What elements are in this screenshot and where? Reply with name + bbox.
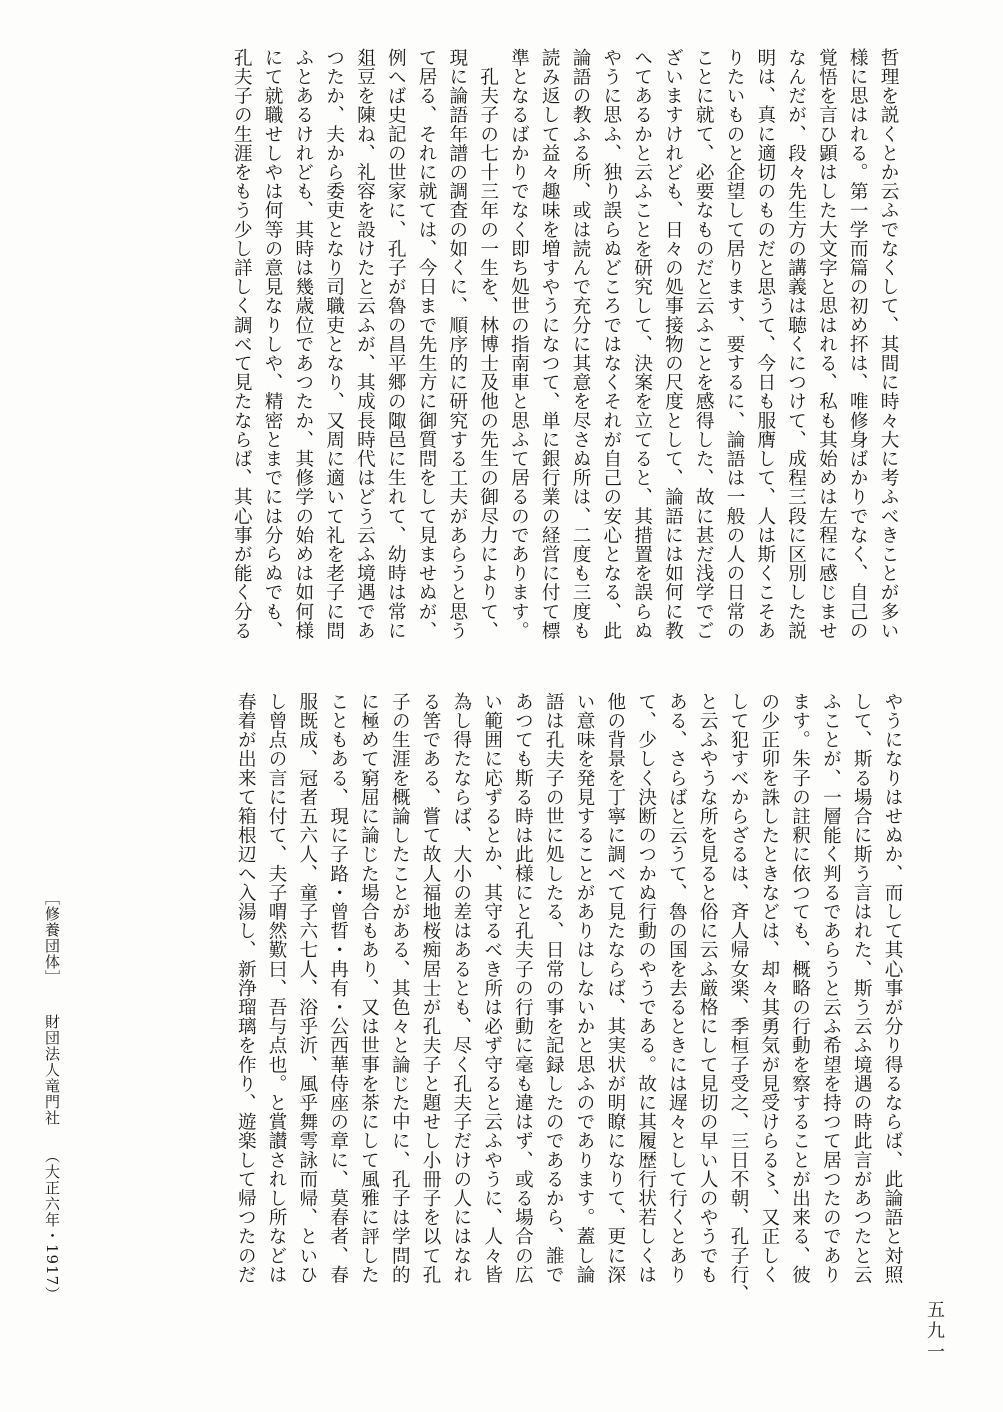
text-line: 様に思はれる。第一学而篇の初め抔は、唯修身ばかりでなく、自己の — [847, 48, 869, 641]
text-line: ことに就て、必要なものだと云ふことを感得した、故に甚だ浅学でご — [693, 48, 715, 641]
footer-category: ［修養団体］ — [43, 890, 61, 986]
text-line: と云ふやうな所を見ると俗に云ふ厳格にして見切の早い人のやうでも — [697, 692, 719, 1285]
text-line: に極めて窮屈に論じた場合もあり、又は世事を茶にして風雅に評した — [358, 692, 380, 1285]
text-line: ざいますけれども、日々の処事接物の尺度として、論語には如何に教 — [662, 48, 684, 641]
text-line: ます。朱子の註釈に依つても、概略の行動を察することが出来る、彼 — [789, 692, 811, 1285]
text-line: りたいものと企望して居ります、要するに、論語は一般の人の日常の — [724, 48, 746, 641]
text-line: こともある、現に子路・曾晢・冉有・公西華侍座の章に、莫春者、春 — [327, 692, 349, 1285]
text-line: し曾点の言に付て、夫子喟然歎曰、吾与点也。と賞讃されし所などは — [266, 692, 288, 1285]
text-line: やうになりはせぬか、而して其心事が分り得るならば、此論語と対照 — [882, 692, 903, 1285]
text-line: る筈である、嘗て故人福地桜痴居士が孔夫子と題せし小冊子を以て孔 — [420, 692, 442, 1285]
text-line: 覚悟を言ひ顕はした大文字と思はれる、私も其始めは左程に感じませ — [816, 48, 838, 641]
text-line: 読み返して益々趣味を増すやうになつて、単に銀行業の経営に付て標 — [539, 48, 561, 641]
text-line: 爼豆を陳ね、礼容を設けたと云ふが、其成長時代はどう云ふ境遇であ — [354, 48, 376, 641]
text-line: ふことが、一層能く判るであらうと云ふ希望を持つて居つたのであり — [820, 692, 842, 1285]
upper-text-block — [75, 48, 903, 666]
text-line: 春着が出来て箱根辺へ入湯し、新浄瑠璃を作り、遊楽して帰つたのだ — [235, 692, 257, 1285]
text-line: にて就職せしやは何等の意見なりしや、精密とまでには分らぬでも、 — [262, 48, 284, 641]
text-line: 例へば史記の世家に、孔子が魯の昌平郷の陬邑に生れて、幼時は常に — [385, 48, 407, 641]
text-line: 子の生涯を概論したことがある、其色々と論じた中に、孔子は学問的 — [389, 692, 411, 1285]
text-line: 他の背景を丁寧に調べて見たならば、其実状が明瞭になりて、更に深 — [604, 692, 626, 1285]
text-line: の少正卯を誅したときなどは、却々其勇気が見受けらる〻、又正しく — [758, 692, 780, 1285]
text-line: 明は、真に適切のものだと思うて、今日も服膺して、人は斯くこそあ — [754, 48, 776, 641]
text-line: 語は孔夫子の世に処したる、日常の事を記録したのであるから、誰で — [543, 692, 565, 1285]
text-line: なんだが、段々先生方の講義は聴くにつけて、成程三段に区別した説 — [785, 48, 807, 641]
text-line: 孔夫子の七十三年の一生を、林博士及他の先生の御尽力によりて、 — [477, 48, 499, 641]
footer-publisher: 財団法人竜門社 — [43, 1014, 61, 1126]
text-line: 準となるばかりでなく即ち処世の指南車と思ふて居るのであります。 — [508, 48, 530, 641]
text-line: い意味を発見することがありはしないかと思ふのであります。蓋し論 — [574, 692, 596, 1285]
text-line: ふとあるけれども、其時は幾歳位であつたか、其修学の始めは如何様 — [292, 48, 314, 641]
text-line: い範囲に応ずるとか、其守るべき所は必ず守ると云ふやうに、人々皆 — [481, 692, 503, 1285]
text-line: やうに思ふ、独り誤らぬどころではなくそれが自己の安心となる、此 — [600, 48, 622, 641]
footer-date: （大正六年・1917） — [43, 1148, 61, 1303]
text-line: へてあるかと云ふことを研究して、決案を立てると、其措置を誤らぬ — [631, 48, 653, 641]
text-line: て居る、それに就ては、今日まで先生方に御質問をして見ませぬが、 — [416, 48, 438, 641]
text-line: 孔夫子の生涯をもう少し詳しく調べて見たならば、其心事が能く分る — [231, 48, 253, 641]
text-line: 現に論語年譜の調査の如くに、順序的に研究する工夫があらうと思う — [446, 48, 468, 641]
text-line: て、少しく決断のつかぬ行動のやうである。故に其履歴行状若しくは — [635, 692, 657, 1285]
text-line: 為し得たならば、大小の差はあるとも、尽く孔夫子だけの人にはなれ — [450, 692, 472, 1285]
text-line: つたか、夫から委吏となり司職吏となり、又周に適いて礼を老子に問 — [323, 48, 345, 641]
text-line: 服既成、冠者五六人、童子六七人、浴乎沂、風乎舞雩詠而帰、といひ — [296, 692, 318, 1285]
text-line: 哲理を説くとか云ふでなくして、其間に時々大に考ふべきことが多い — [878, 48, 899, 641]
footer — [42, 890, 63, 1302]
lower-text-block — [79, 692, 907, 1362]
text-line: ある、さらばと云うて、魯の国を去るときには遅々として行くとあり — [666, 692, 688, 1285]
text-line: して犯すべからざるは、斉人帰女楽、季桓子受之、三日不朝、孔子行、 — [728, 692, 750, 1304]
text-line: 論語の教ふる所、或は読んで充分に其意を尽さぬ所は、二度も三度も — [570, 48, 592, 641]
text-line: して、斯る場合に斯う言はれた、斯う云ふ境遇の時此言があつたと云 — [851, 692, 873, 1285]
text-line: あつても斯る時は此様にと孔夫子の行動に毫も違はず、或る場合の広 — [512, 692, 534, 1285]
page-number: 五九一 — [924, 1300, 945, 1363]
